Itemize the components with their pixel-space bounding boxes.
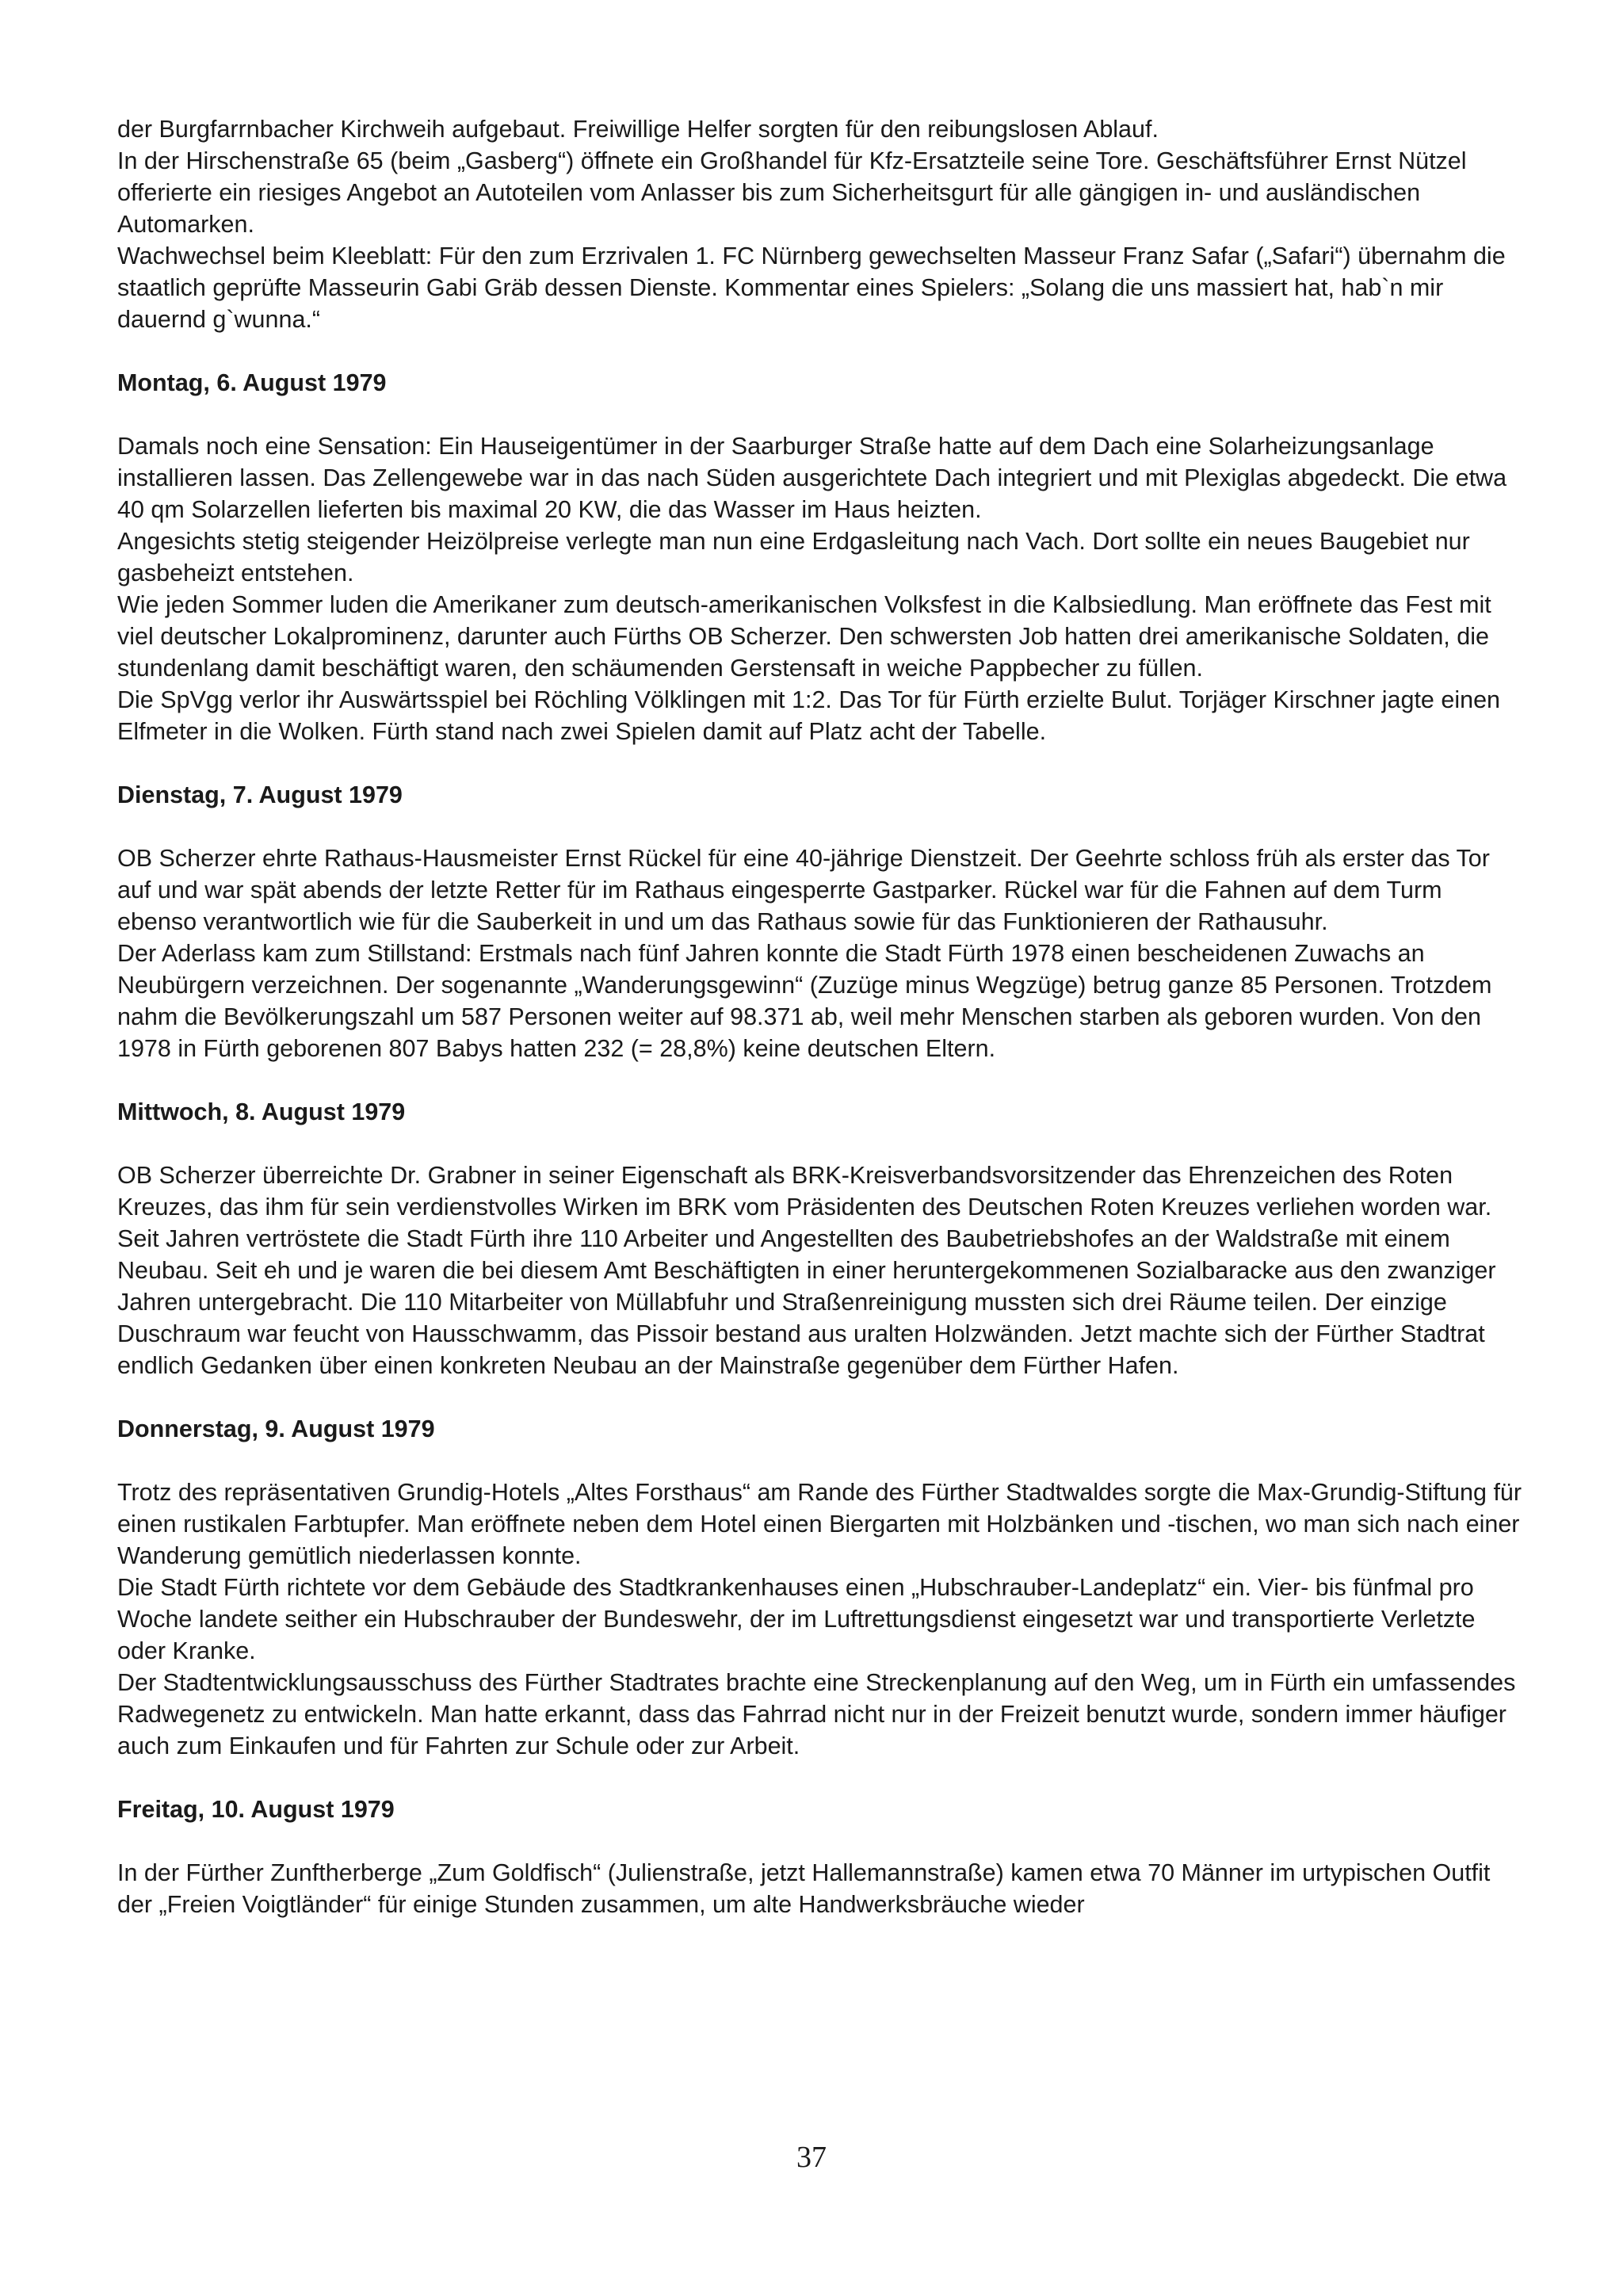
document-page xyxy=(117,113,1528,1920)
intro-paragraph: der Burgfarrnbacher Kirchweih aufgebaut. Freiwillige Helfer sorgten für den reibungslosen Ablauf. xyxy=(117,116,1159,143)
entry-paragraph: OB Scherzer ehrte Rathaus-Hausmeister Ernst Rückel für eine 40-jährige Dienstzeit. Der Geehrte schloss früh als erster das Tor auf und war spät abends der letzte Retter für im Rathaus eingesperrte Gastparker. Rückel war für die Fahnen auf dem Turm ebenso verantwortlich wie für die Sauberkeit in und um das Rathaus sowie für das Funktionieren der Rathausuhr. xyxy=(117,845,1490,935)
entry-date-heading: Dienstag, 7. August 1979 xyxy=(117,781,403,808)
intro-paragraph: In der Hirschenstraße 65 (beim „Gasberg“) öffnete ein Großhandel für Kfz-Ersatzteile seine Tore. Geschäftsführer Ernst Nützel offerierte ein riesiges Angebot an Autoteilen vom Anlasser bis zum Sicherheitsgurt für alle gängigen in- und ausländischen Automarken. xyxy=(117,147,1467,238)
intro-paragraph: Wachwechsel beim Kleeblatt: Für den zum Erzrivalen 1. FC Nürnberg gewechselten Masseur Franz Safar („Safari“) übernahm die staatlich geprüfte Masseurin Gabi Gräb dessen Dienste. Kommentar eines Spielers: „Solang die uns massiert hat, hab`n mir dauernd g`wunna.“ xyxy=(117,243,1506,333)
entry-paragraph: Wie jeden Sommer luden die Amerikaner zum deutsch-amerikanischen Volksfest in die Kalbsiedlung. Man eröffnete das Fest mit viel deutscher Lokalprominenz, darunter auch Fürths OB Scherzer. Den schwersten Job hatten drei amerikanische Soldaten, die stundenlang damit beschäftigt waren, den schäumenden Gerstensaft in weiche Pappbecher zu füllen. xyxy=(117,591,1491,682)
entry-paragraph: Seit Jahren vertröstete die Stadt Fürth ihre 110 Arbeiter und Angestellten des Baubetriebshofes an der Waldstraße mit einem Neubau. Seit eh und je waren die bei diesem Amt Beschäftigten in einer heruntergekommenen Sozialbaracke aus den zwanziger Jahren untergebracht. Die 110 Mitarbeiter von Müllabfuhr und Straßenreinigung mussten sich drei Räume teilen. Der einzige Duschraum war feucht von Hausschwamm, das Pissoir bestand aus uralten Holzwänden. Jetzt machte sich der Fürther Stadtrat endlich Gedanken über einen konkreten Neubau an der Mainstraße gegenüber dem Fürther Hafen. xyxy=(117,1225,1496,1379)
entry-paragraph: Die Stadt Fürth richtete vor dem Gebäude des Stadtkrankenhauses einen „Hubschrauber-Landeplatz“ ein. Vier- bis fünfmal pro Woche landete seither ein Hubschrauber der Bundeswehr, der im Luftrettungsdienst eingesetzt war und transportierte Verletzte oder Kranke. xyxy=(117,1574,1476,1664)
entry-date-heading: Montag, 6. August 1979 xyxy=(117,369,387,396)
entry-paragraph: Damals noch eine Sensation: Ein Hauseigentümer in der Saarburger Straße hatte auf dem Dach eine Solarheizungsanlage installieren lassen. Das Zellengewebe war in das nach Süden ausgerichtete Dach integriert und mit Plexiglas abgedeckt. Die etwa 40 qm Solarzellen lieferten bis maximal 20 KW, die das Wasser im Haus heizten. xyxy=(117,433,1507,523)
entry-date-heading: Donnerstag, 9. August 1979 xyxy=(117,1415,435,1442)
entry-paragraph: Die SpVgg verlor ihr Auswärtsspiel bei Röchling Völklingen mit 1:2. Das Tor für Fürth erzielte Bulut. Torjäger Kirschner jagte einen Elfmeter in die Wolken. Fürth stand nach zwei Spielen damit auf Platz acht der Tabelle. xyxy=(117,686,1500,745)
entry-date-heading: Freitag, 10. August 1979 xyxy=(117,1796,395,1823)
entry-paragraph: Trotz des repräsentativen Grundig-Hotels „Altes Forsthaus“ am Rande des Fürther Stadtwaldes sorgte die Max-Grundig-Stiftung für einen rustikalen Farbtupfer. Man eröffnete neben dem Hotel einen Biergarten mit Holzbänken und -tischen, wo man sich nach einer Wanderung gemütlich niederlassen konnte. xyxy=(117,1479,1522,1569)
entry-paragraph: Angesichts stetig steigender Heizölpreise verlegte man nun eine Erdgasleitung nach Vach. Dort sollte ein neues Baugebiet nur gasbeheizt entstehen. xyxy=(117,528,1470,586)
entry-date-heading: Mittwoch, 8. August 1979 xyxy=(117,1098,406,1125)
page-number: 37 xyxy=(796,2141,827,2174)
entry-paragraph: Der Stadtentwicklungsausschuss des Fürther Stadtrates brachte eine Streckenplanung auf den Weg, um in Fürth ein umfassendes Radwegenetz zu entwickeln. Man hatte erkannt, dass das Fahrrad nicht nur in der Freizeit benutzt wurde, sondern immer häufiger auch zum Einkaufen und für Fahrten zur Schule oder zur Arbeit. xyxy=(117,1669,1516,1759)
entry-paragraph: In der Fürther Zunftherberge „Zum Goldfisch“ (Julienstraße, jetzt Hallemannstraße) kamen etwa 70 Männer im urtypischen Outfit der „Freien Voigtländer“ für einige Stunden zusammen, um alte Handwerksbräuche wieder xyxy=(117,1859,1491,1918)
entry-paragraph: OB Scherzer überreichte Dr. Grabner in seiner Eigenschaft als BRK-Kreisverbandsvorsitzender das Ehrenzeichen des Roten Kreuzes, das ihm für sein verdienstvolles Wirken im BRK vom Präsidenten des Deutschen Roten Kreuzes verliehen worden war. xyxy=(117,1162,1492,1221)
entry-paragraph: Der Aderlass kam zum Stillstand: Erstmals nach fünf Jahren konnte die Stadt Fürth 1978 einen bescheidenen Zuwachs an Neubürgern verzeichnen. Der sogenannte „Wanderungsgewinn“ (Zuzüge minus Wegzüge) betrug ganze 85 Personen. Trotzdem nahm die Bevölkerungszahl um 587 Personen weiter auf 98.371 ab, weil mehr Menschen starben als geboren wurden. Von den 1978 in Fürth geborenen 807 Babys hatten 232 (= 28,8%) keine deutschen Eltern. xyxy=(117,940,1492,1062)
